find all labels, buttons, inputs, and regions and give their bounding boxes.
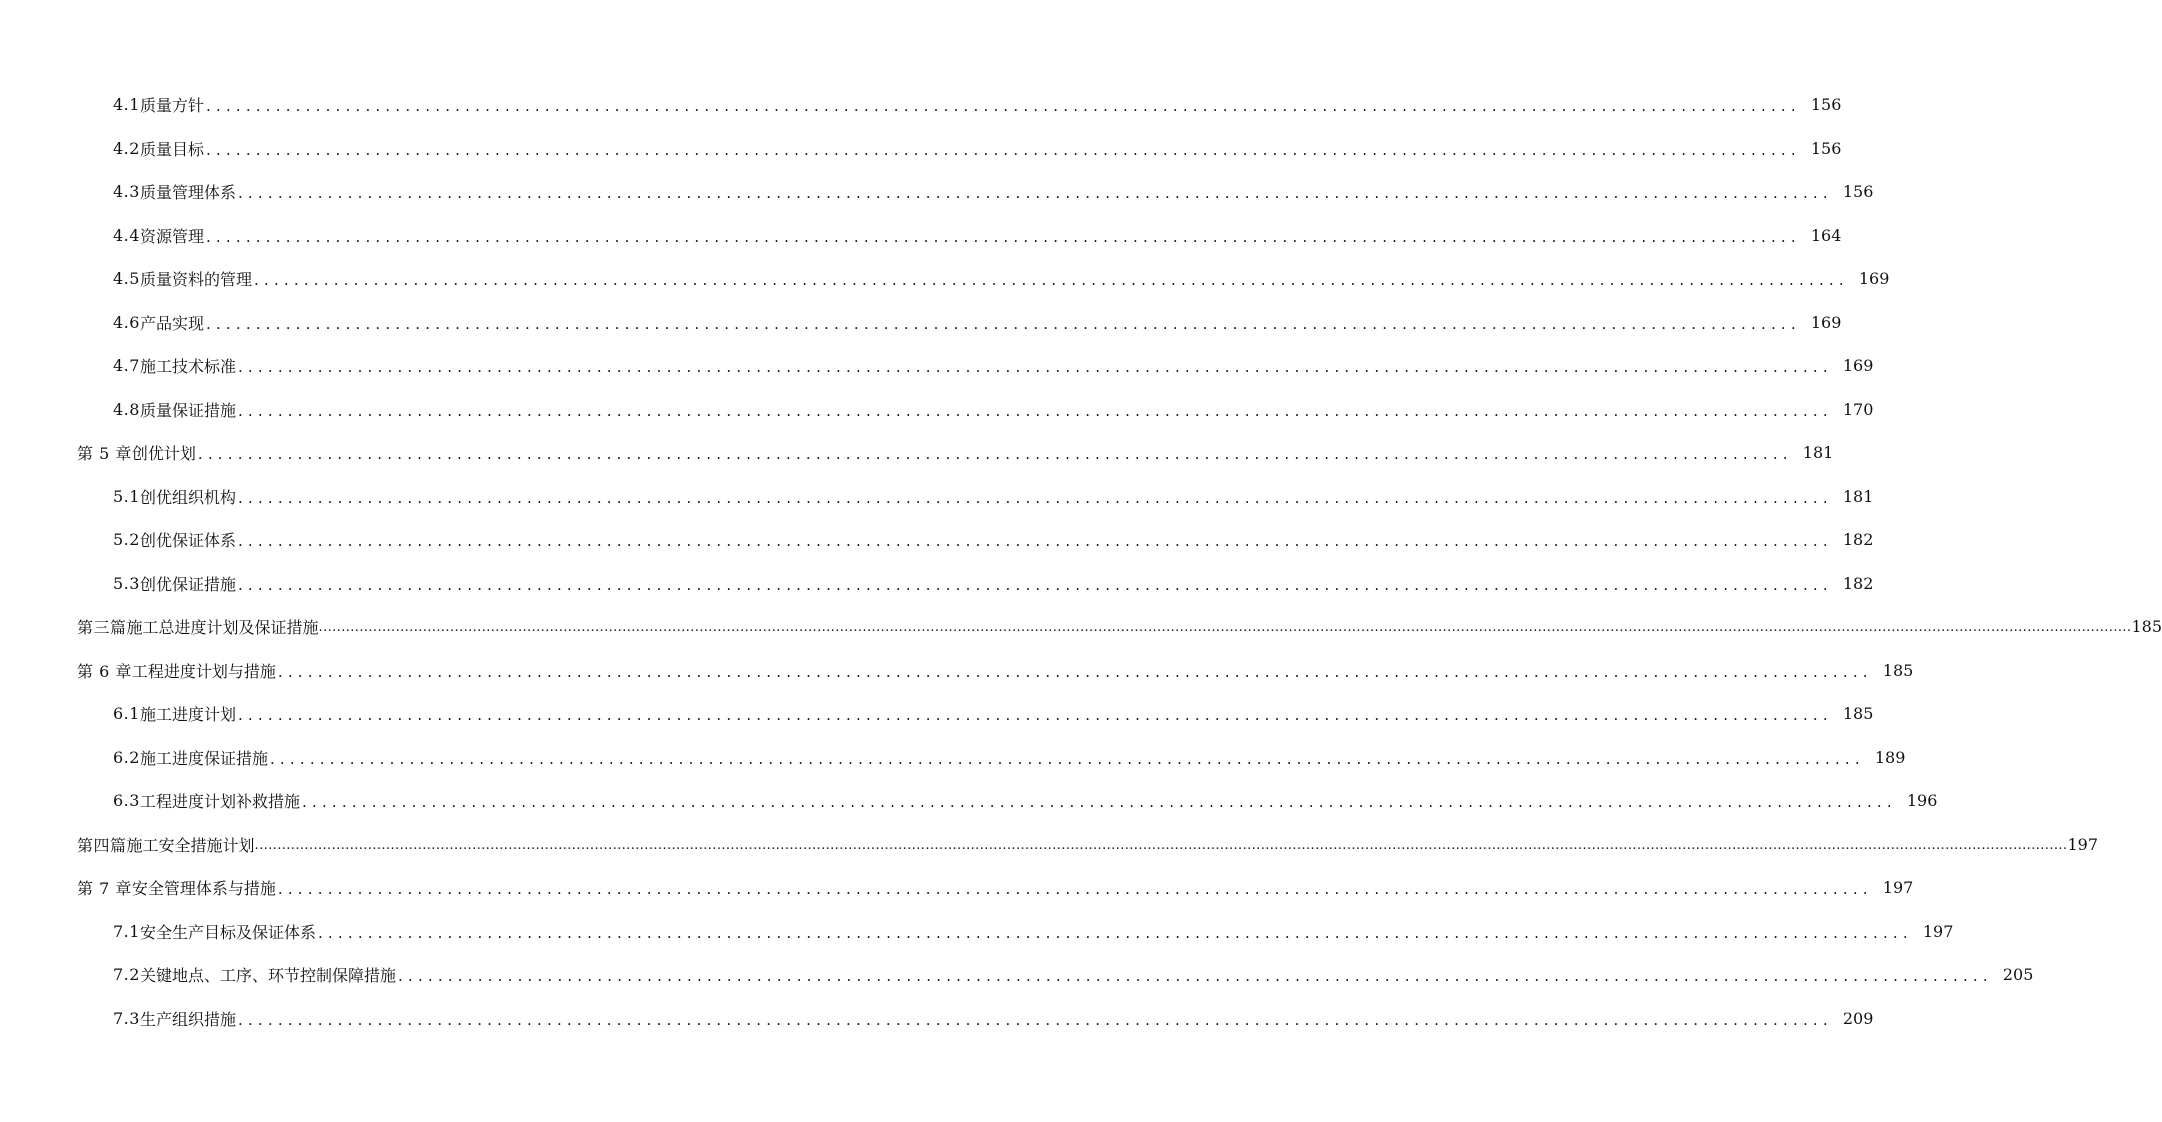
toc-entry-number: 5.2: [113, 530, 140, 550]
toc-section-entry[interactable]: [0, 779, 1938, 823]
toc-entry-title: 生产组织措施: [139, 1009, 236, 1029]
toc-section-entry[interactable]: [0, 562, 1874, 606]
toc-entry-number: 6.2: [113, 747, 140, 767]
toc-dot-leader: ................................................................................................................................................................: [237, 358, 1833, 377]
toc-entry-title: 资源管理: [139, 226, 204, 246]
toc-entry-title: 安全生产目标及保证体系: [139, 922, 316, 942]
toc-section-entry[interactable]: [0, 127, 1842, 171]
toc-section-entry[interactable]: [0, 518, 1874, 562]
toc-dot-leader: ................................................................................................................................................................: [237, 401, 1833, 420]
toc-page-number: 169: [1810, 312, 1842, 332]
toc-chapter-entry[interactable]: [0, 431, 1834, 475]
toc-page-number: 197: [2067, 834, 2099, 854]
toc-dot-leader: ................................................................................................................................................................: [205, 140, 1801, 159]
toc-dot-leader: ................................................................................................................................................................: [237, 488, 1833, 507]
toc-dot-leader: ................................................................................................................................................................: [197, 445, 1793, 464]
toc-page-number: 169: [1858, 269, 1890, 289]
toc-entry-title: 工程进度计划与措施: [131, 661, 276, 681]
toc-entry-number: 4.8: [113, 399, 140, 419]
toc-page-number: 181: [1842, 486, 1874, 506]
toc-page-number: 197: [1922, 921, 1954, 941]
toc-page-number: 182: [1842, 530, 1874, 550]
toc-page-number: 164: [1810, 225, 1842, 245]
toc-dot-leader: ................................................................................................................................................................................................................................................................................................................................................................................................................: [318, 620, 2132, 636]
toc-entry-title: 施工进度保证措施: [139, 748, 268, 768]
toc-entry-number: 4.1: [113, 95, 140, 115]
toc-chapter-entry[interactable]: [0, 649, 1914, 693]
toc-entry-title: 施工技术标准: [139, 357, 236, 377]
toc-dot-leader: ................................................................................................................................................................................................................................................................................................................................................................................................................: [254, 837, 2068, 853]
toc-entry-number: 第四篇: [77, 835, 127, 855]
toc-entry-title: 质量管理体系: [139, 183, 236, 203]
toc-dot-leader: ................................................................................................................................................................: [237, 184, 1833, 203]
toc-section-entry[interactable]: [0, 692, 1874, 736]
toc-entry-number: 第 7 章: [77, 879, 132, 899]
toc-entry-title: 质量目标: [139, 139, 204, 159]
toc-section-entry[interactable]: [0, 997, 1874, 1041]
toc-entry-title: 创优保证措施: [139, 574, 236, 594]
toc-entry-number: 第 5 章: [77, 444, 132, 464]
toc-entry-title: 创优组织机构: [139, 487, 236, 507]
toc-dot-leader: ................................................................................................................................................................: [397, 967, 1993, 986]
toc-page-number: 156: [1810, 138, 1842, 158]
toc-page-number: 181: [1802, 443, 1834, 463]
toc-dot-leader: ................................................................................................................................................................: [237, 706, 1833, 725]
toc-page-number: 197: [1882, 878, 1914, 898]
toc-dot-leader: ................................................................................................................................................................: [205, 97, 1801, 116]
toc-part-entry[interactable]: [0, 605, 2162, 649]
toc-entry-number: 7.1: [113, 921, 140, 941]
toc-page-number: 182: [1842, 573, 1874, 593]
toc-section-entry[interactable]: [0, 170, 1874, 214]
toc-entry-title: 施工进度计划: [139, 705, 236, 725]
toc-entry-number: 7.2: [113, 965, 140, 985]
toc-entry-title: 产品实现: [139, 313, 204, 333]
toc-page-number: 156: [1810, 95, 1842, 115]
toc-entry-title: 工程进度计划补救措施: [139, 792, 300, 812]
toc-section-entry[interactable]: [0, 475, 1874, 519]
toc-page-number: 170: [1842, 399, 1874, 419]
toc-dot-leader: ................................................................................................................................................................: [237, 575, 1833, 594]
toc-entry-title: 质量保证措施: [139, 400, 236, 420]
toc-dot-leader: ................................................................................................................................................................: [269, 749, 1865, 768]
toc-entry-number: 6.1: [113, 704, 140, 724]
toc-page-number: 196: [1906, 791, 1938, 811]
toc-entry-number: 4.3: [113, 182, 140, 202]
toc-entry-title: 施工安全措施计划: [126, 835, 255, 855]
toc-entry-number: 4.2: [113, 138, 140, 158]
toc-section-entry[interactable]: [0, 257, 1890, 301]
toc-entry-number: 6.3: [113, 791, 140, 811]
toc-entry-number: 7.3: [113, 1008, 140, 1028]
toc-dot-leader: ................................................................................................................................................................: [205, 314, 1801, 333]
toc-entry-title: 创优保证体系: [139, 531, 236, 551]
toc-section-entry[interactable]: [0, 83, 1842, 127]
toc-entry-number: 第三篇: [77, 618, 127, 638]
toc-entry-number: 4.5: [113, 269, 140, 289]
toc-page-number: 189: [1874, 747, 1906, 767]
toc-page-number: 209: [1842, 1008, 1874, 1028]
toc-page-number: 205: [2002, 965, 2034, 985]
toc-section-entry[interactable]: [0, 344, 1874, 388]
toc-entry-number: 4.6: [113, 312, 140, 332]
toc-section-entry[interactable]: [0, 301, 1842, 345]
toc-section-entry[interactable]: [0, 910, 1954, 954]
toc-entry-number: 5.3: [113, 573, 140, 593]
toc-dot-leader: ................................................................................................................................................................: [237, 1010, 1833, 1029]
toc-section-entry[interactable]: [0, 953, 2034, 997]
toc-section-entry[interactable]: [0, 388, 1874, 432]
toc-entry-number: 4.7: [113, 356, 140, 376]
toc-entry-title: 质量方针: [139, 96, 204, 116]
toc-entry-number: 第 6 章: [77, 661, 132, 681]
table-of-contents: [0, 83, 2162, 1040]
toc-section-entry[interactable]: [0, 736, 1906, 780]
toc-entry-title: 质量资料的管理: [139, 270, 252, 290]
toc-dot-leader: ................................................................................................................................................................: [277, 662, 1873, 681]
toc-dot-leader: ................................................................................................................................................................: [317, 923, 1913, 942]
toc-part-entry[interactable]: [0, 823, 2099, 867]
toc-entry-number: 4.4: [113, 225, 140, 245]
toc-page-number: 185: [1882, 660, 1914, 680]
toc-entry-title: 安全管理体系与措施: [131, 879, 276, 899]
toc-dot-leader: ................................................................................................................................................................: [301, 793, 1897, 812]
toc-page-number: 156: [1842, 182, 1874, 202]
toc-page-number: 185: [2131, 617, 2162, 637]
toc-entry-title: 施工总进度计划及保证措施: [126, 618, 319, 638]
toc-page-number: 169: [1842, 356, 1874, 376]
toc-entry-title: 关键地点、工序、环节控制保障措施: [139, 966, 396, 986]
toc-dot-leader: ................................................................................................................................................................: [205, 227, 1801, 246]
toc-dot-leader: ................................................................................................................................................................: [277, 880, 1873, 899]
toc-dot-leader: ................................................................................................................................................................: [253, 271, 1849, 290]
toc-section-entry[interactable]: [0, 214, 1842, 258]
toc-page-number: 185: [1842, 704, 1874, 724]
toc-entry-number: 5.1: [113, 486, 140, 506]
toc-chapter-entry[interactable]: [0, 866, 1914, 910]
toc-entry-title: 创优计划: [131, 444, 196, 464]
toc-dot-leader: ................................................................................................................................................................: [237, 532, 1833, 551]
